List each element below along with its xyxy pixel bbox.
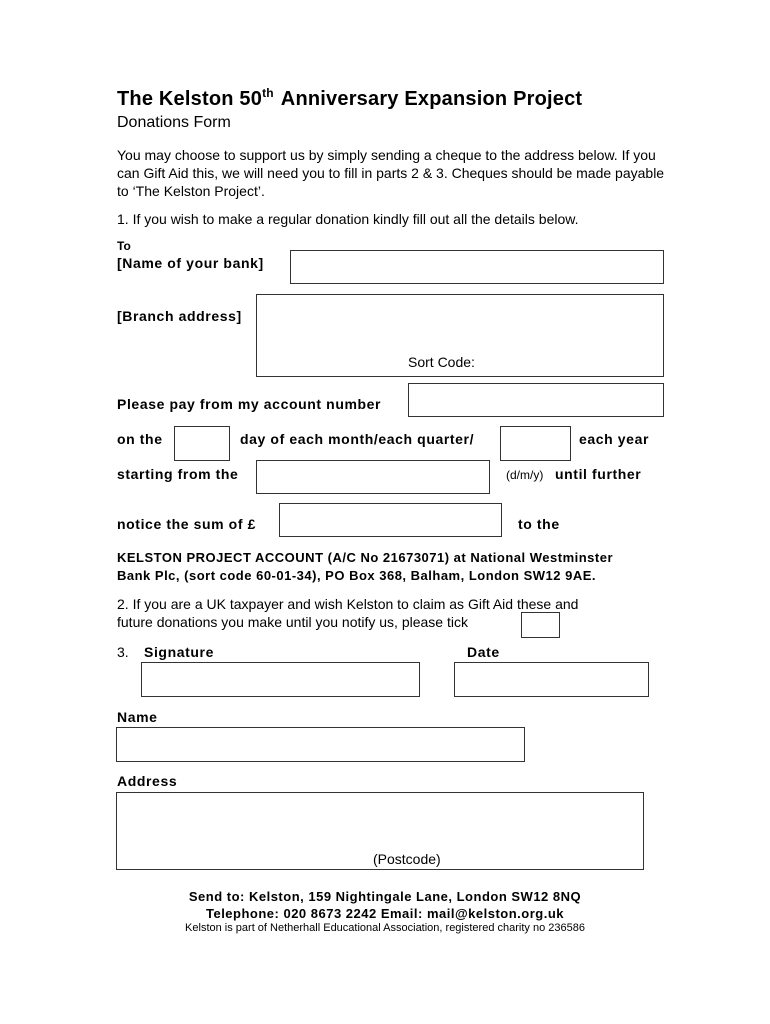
section1-heading: 1. If you wish to make a regular donation kindly fill out all the details below.: [117, 211, 579, 227]
signature-field[interactable]: [141, 662, 420, 697]
to-the-label: to the: [518, 516, 560, 532]
sort-code-label: Sort Code:: [408, 354, 475, 370]
until-further-label: until further: [555, 466, 642, 482]
branch-address-label: [Branch address]: [117, 308, 242, 324]
frequency-field[interactable]: [500, 426, 571, 461]
on-the-label: on the: [117, 431, 163, 447]
gift-aid-text-line2: future donations you make until you notify us, please tick: [117, 614, 468, 630]
postcode-label: (Postcode): [373, 851, 441, 867]
form-title: The Kelston 50th Anniversary Expansion Project: [117, 86, 583, 110]
sum-label: notice the sum of £: [117, 516, 256, 532]
date-label: Date: [467, 644, 500, 660]
day-field[interactable]: [174, 426, 230, 461]
intro-paragraph: You may choose to support us by simply sending a cheque to the address below. If you can Gift Aid this, we will need you to fill in parts 2 & 3. Cheques should be made payable to ‘The Kelston Project’.: [117, 147, 665, 199]
each-year-label: each year: [579, 431, 650, 447]
date-field[interactable]: [454, 662, 649, 697]
section3-number: 3.: [117, 644, 129, 660]
start-date-field[interactable]: [256, 460, 490, 494]
to-label: To: [117, 239, 131, 253]
gift-aid-tick-box[interactable]: [521, 612, 560, 638]
form-subtitle: Donations Form: [117, 114, 231, 131]
signature-label: Signature: [144, 644, 214, 660]
bank-name-field[interactable]: [290, 250, 664, 284]
title-superscript: th: [262, 86, 274, 100]
contact-details: Telephone: 020 8673 2242 Email: mail@kelston.org.uk: [205, 906, 564, 921]
account-details-line1: KELSTON PROJECT ACCOUNT (A/C No 21673071) at National Westminster: [117, 550, 614, 565]
bank-name-label: [Name of your bank]: [117, 255, 264, 271]
name-label: Name: [117, 709, 158, 725]
account-details-line2: Bank Plc, (sort code 60-01-34), PO Box 368, Balham, London SW12 9AE.: [117, 568, 597, 583]
address-label: Address: [117, 773, 178, 789]
account-number-label: Please pay from my account number: [117, 396, 382, 412]
gift-aid-text-line1: 2. If you are a UK taxpayer and wish Kelston to claim as Gift Aid these and: [117, 596, 579, 612]
account-number-field[interactable]: [408, 383, 664, 417]
starting-from-label: starting from the: [117, 466, 239, 482]
sum-field[interactable]: [279, 503, 502, 537]
charity-note: Kelston is part of Netherhall Educational Association, registered charity no 236586: [185, 922, 585, 934]
date-format-hint: (d/m/y): [506, 468, 544, 482]
day-frequency-label: day of each month/each quarter/: [240, 431, 475, 447]
name-field[interactable]: [116, 727, 525, 762]
send-to-address: Send to: Kelston, 159 Nightingale Lane, London SW12 8NQ: [188, 889, 582, 904]
